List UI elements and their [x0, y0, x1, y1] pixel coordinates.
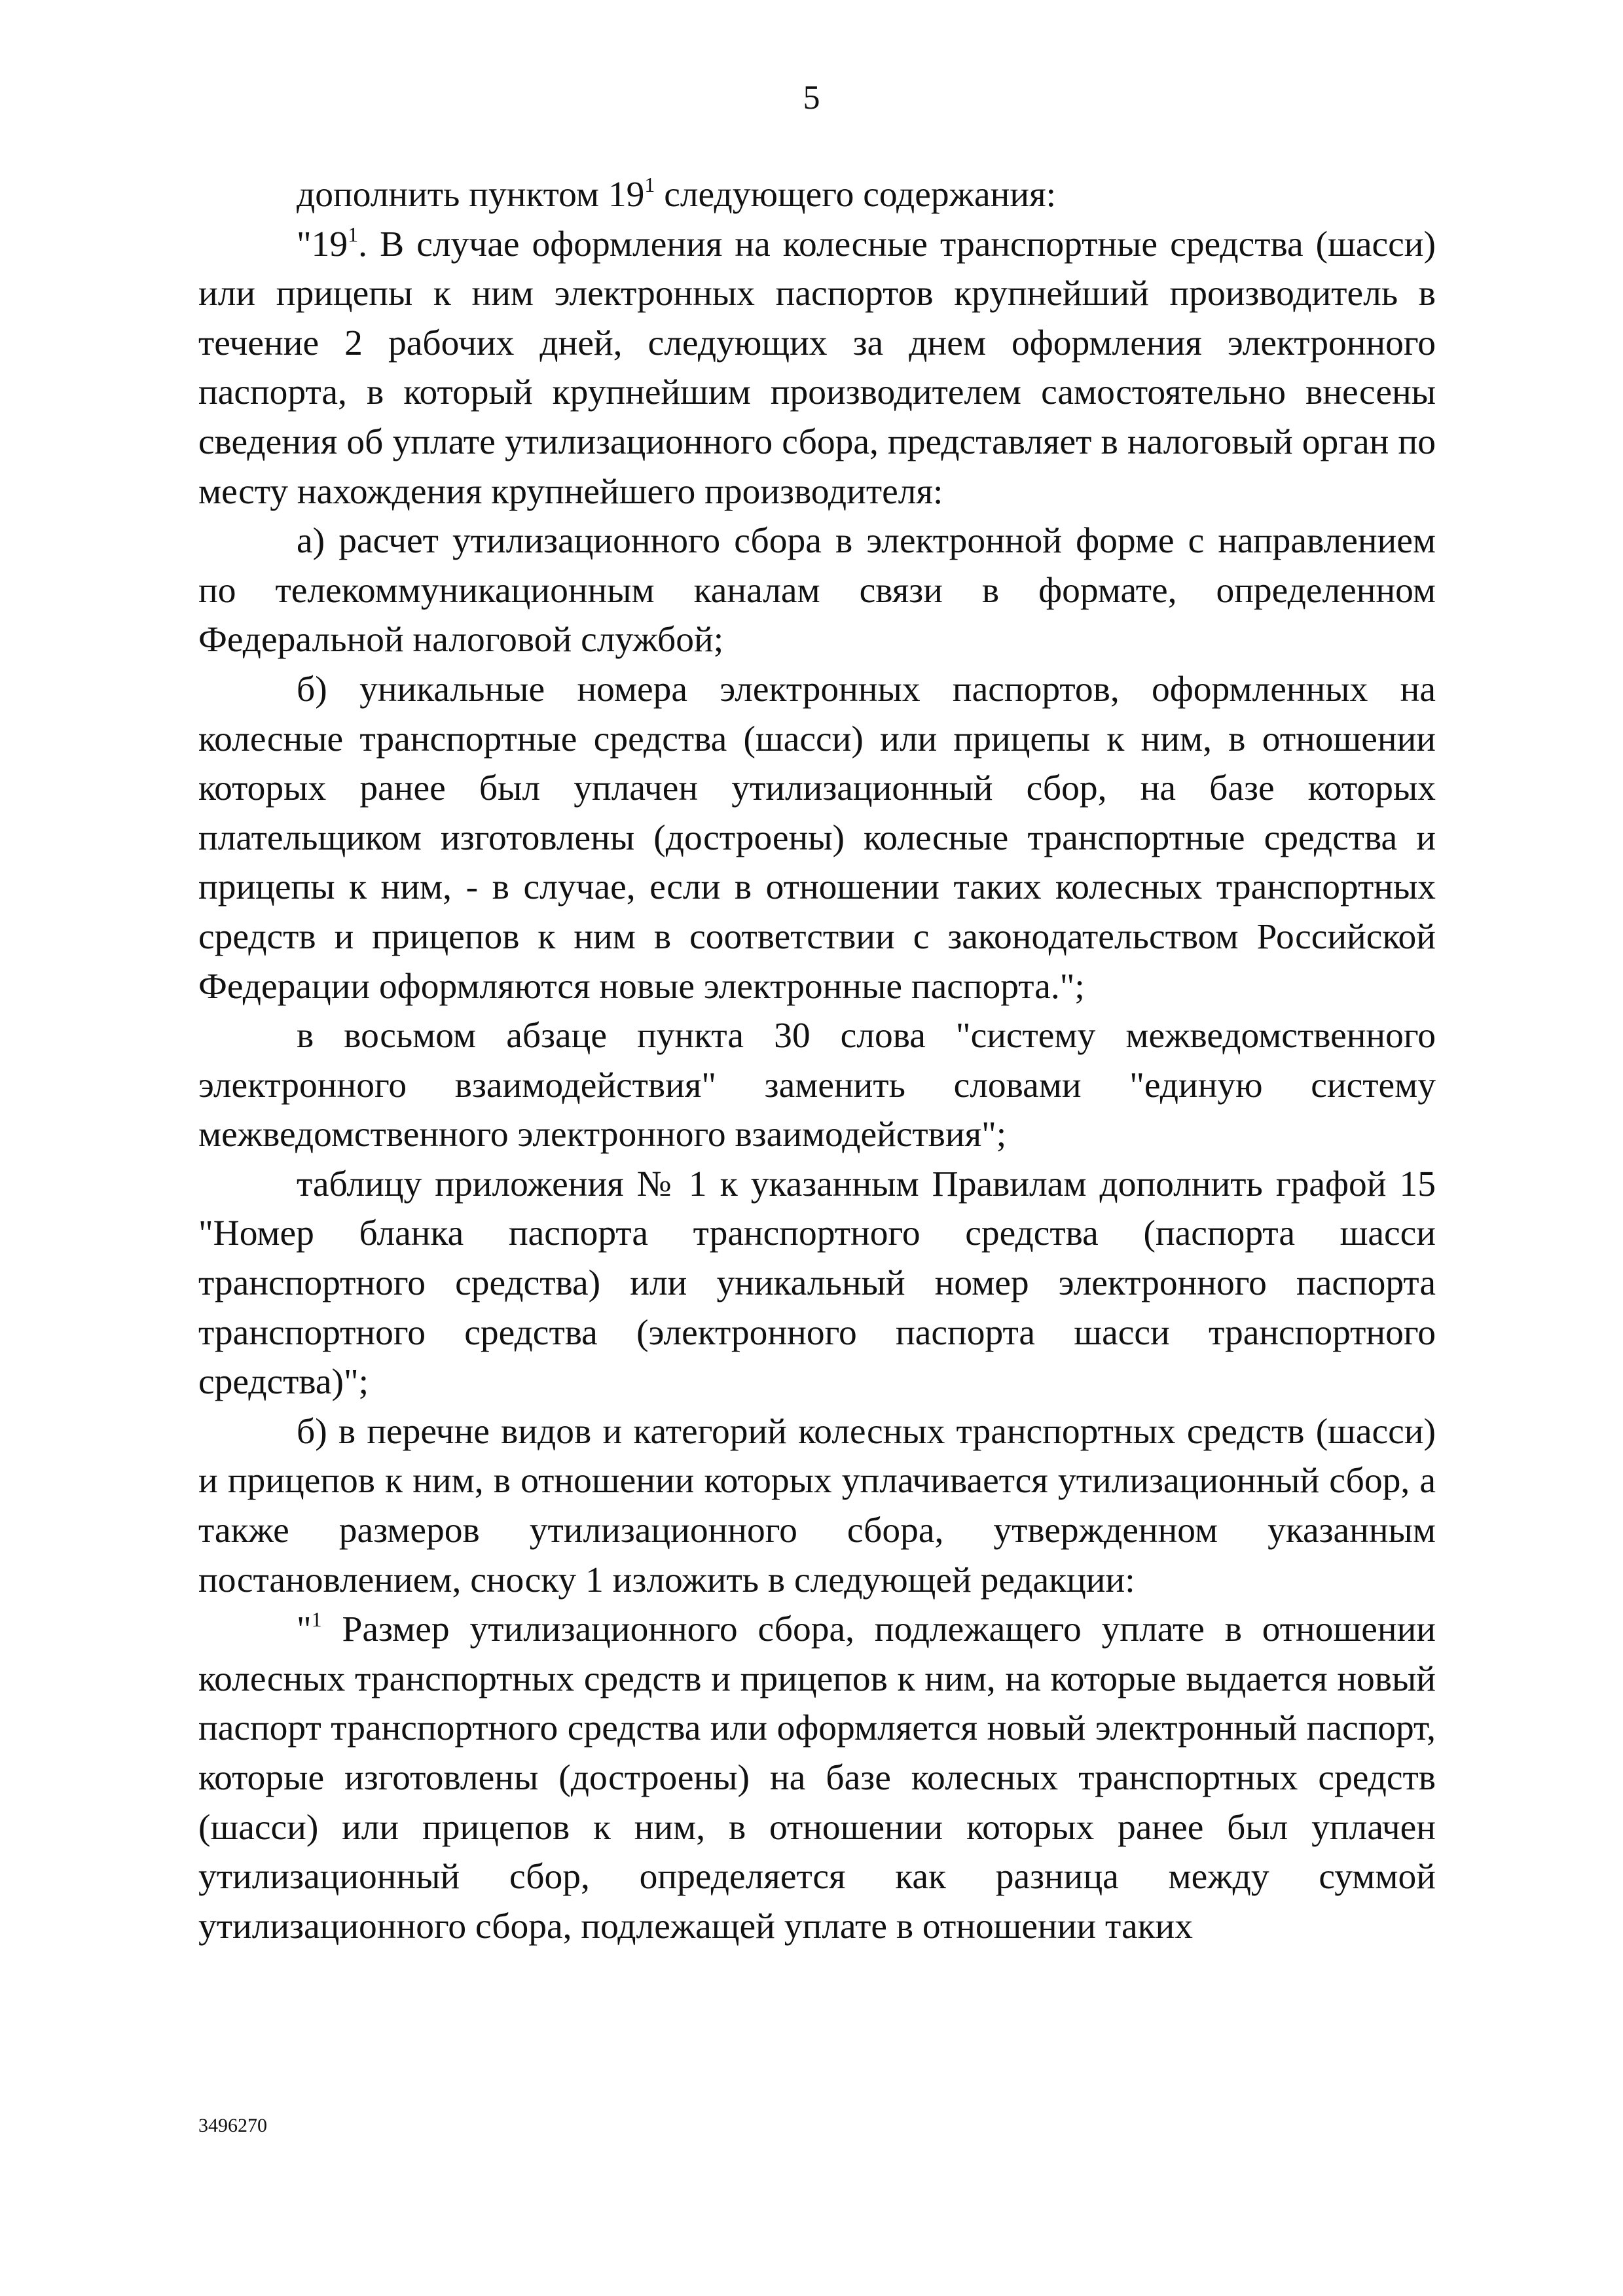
paragraph-text: Размер утилизационного сбора, подлежащего уплате в отношении колесных транспортных средств и прицепов к ним, на которые выдается новый паспорт транспортного средства или оформляется новый электронный паспорт, которые изготовлены (достроены) на базе колесных транспортных средств (шасси) или прицепов к ним, в отношении которых ранее был уплачен утилизационный сбор, определяется как разница между суммой утилизационного сбора, подлежащей уплате в отношении таких [198, 1609, 1436, 1946]
paragraph-lead: " [297, 1609, 312, 1650]
paragraph-text: дополнить пунктом 19 [297, 175, 645, 215]
paragraph-text: . В случае оформления на колесные транспортные средства (шасси) или прицепы к ним электронных паспортов крупнейший производитель в течение 2 рабочих дней, следующих за днем оформления электронного паспорта, в который крупнейшим производителем самостоятельно внесены сведения об уплате утилизационного сбора, представляет в налоговый орган по месту нахождения крупнейшего производителя: [198, 224, 1436, 512]
document-body [198, 170, 1436, 1951]
superscript: 1 [348, 222, 359, 246]
paragraph-add-point-19-1 [198, 170, 1436, 220]
paragraph-item-b-list: б) в перечне видов и категорий колесных транспортных средств (шасси) и прицепов к ним, в отношении которых уплачивается утилизационный сбор, а также размеров утилизационного сбора, утвержденном указанным постановлением, сноску 1 изложить в следующей редакции: [198, 1411, 1436, 1600]
paragraph-lead: "19 [297, 224, 348, 264]
superscript: 1 [311, 1607, 322, 1632]
paragraph-item-b: б) уникальные номера электронных паспортов, оформленных на колесные транспортные средства (шасси) или прицепы к ним, в отношении которых ранее был уплачен утилизационный сбор, на базе которых плательщиком изготовлены (достроены) колесные транспортные средства и прицепы к ним, - в случае, если в отношении таких колесных транспортных средств и прицепов к ним в соответствии с законодательством Российской Федерации оформляются новые электронные паспорта."; [198, 669, 1436, 1007]
document-id: 3496270 [198, 2115, 267, 2136]
paragraph-point-30: в восьмом абзаце пункта 30 слова "систему межведомственного электронного взаимодействия" заменить словами "единую систему межведомственного электронного взаимодействия"; [198, 1016, 1436, 1155]
paragraph-point-19-1 [198, 220, 1436, 517]
paragraph-footnote-1 [198, 1605, 1436, 1951]
paragraph-appendix-table: таблицу приложения № 1 к указанным Правилам дополнить графой 15 "Номер бланка паспорта транспортного средства (паспорта шасси транспортного средства) или уникальный номер электронного паспорта транспортного средства (электронного паспорта шасси транспортного средства)"; [198, 1164, 1436, 1403]
superscript: 1 [644, 173, 655, 196]
paragraph-text-tail: следующего содержания: [655, 175, 1057, 215]
page-number: 5 [803, 79, 820, 117]
paragraph-item-a: а) расчет утилизационного сбора в электронной форме с направлением по телекоммуникационным каналам связи в формате, определенном Федеральной налоговой службой; [198, 521, 1436, 660]
